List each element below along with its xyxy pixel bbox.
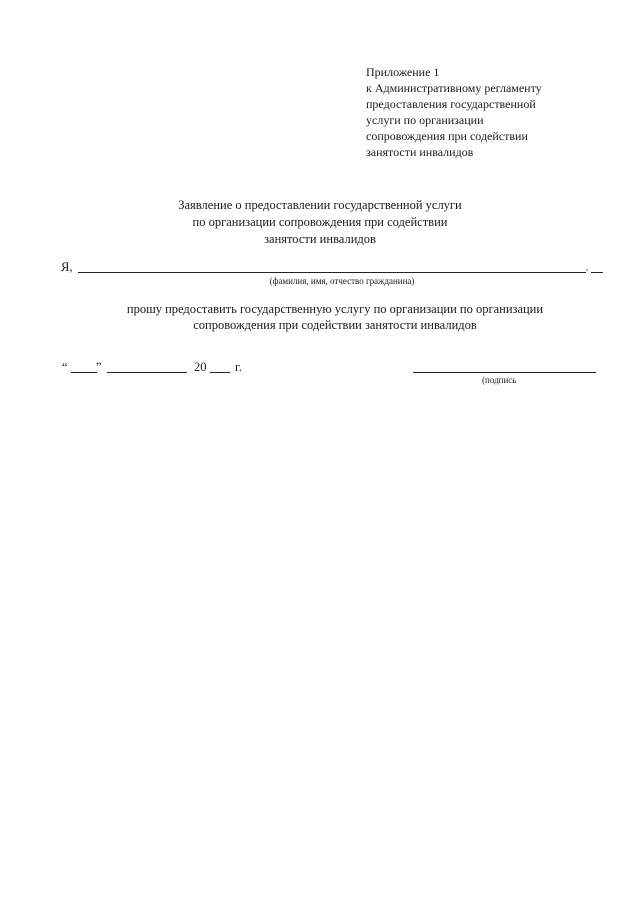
appendix-line: занятости инвалидов <box>366 145 474 159</box>
title-line: по организации сопровождения при содействии <box>192 215 448 229</box>
appendix-header <box>366 64 596 160</box>
date-day-field[interactable] <box>71 372 97 373</box>
applicant-name-field-tail <box>591 272 603 273</box>
request-line: прошу предоставить государственную услугу по организации по организации <box>126 302 544 316</box>
appendix-line: к Административному регламенту <box>366 81 542 95</box>
applicant-name-caption: (фамилия, имя, отчество гражданина) <box>269 276 415 286</box>
date-row <box>62 359 262 379</box>
appendix-line: Приложение 1 <box>366 65 440 79</box>
appendix-line: сопровождения при содействии <box>366 129 528 143</box>
request-line: сопровождения при содействии занятости инвалидов <box>193 318 477 332</box>
applicant-prefix: Я, <box>61 260 73 274</box>
appendix-line: услуги по организации <box>366 113 484 127</box>
applicant-name-field[interactable] <box>78 272 586 273</box>
date-year-field[interactable] <box>210 372 230 373</box>
date-month-field[interactable] <box>107 372 187 373</box>
appendix-line: предоставления государственной <box>366 97 536 111</box>
date-quote-open: “ <box>62 360 68 374</box>
title-line: Заявление о предоставлении государственной услуги <box>178 198 462 212</box>
document-title <box>130 197 510 248</box>
request-text <box>90 301 580 333</box>
date-quote-close: ” <box>96 360 102 374</box>
applicant-comma: , <box>586 262 589 272</box>
signature-caption: (подпись <box>482 375 517 385</box>
date-year-suffix: г. <box>235 360 242 374</box>
signature-field[interactable] <box>413 372 596 373</box>
date-year-prefix: 20 <box>194 360 207 374</box>
title-line: занятости инвалидов <box>264 232 376 246</box>
